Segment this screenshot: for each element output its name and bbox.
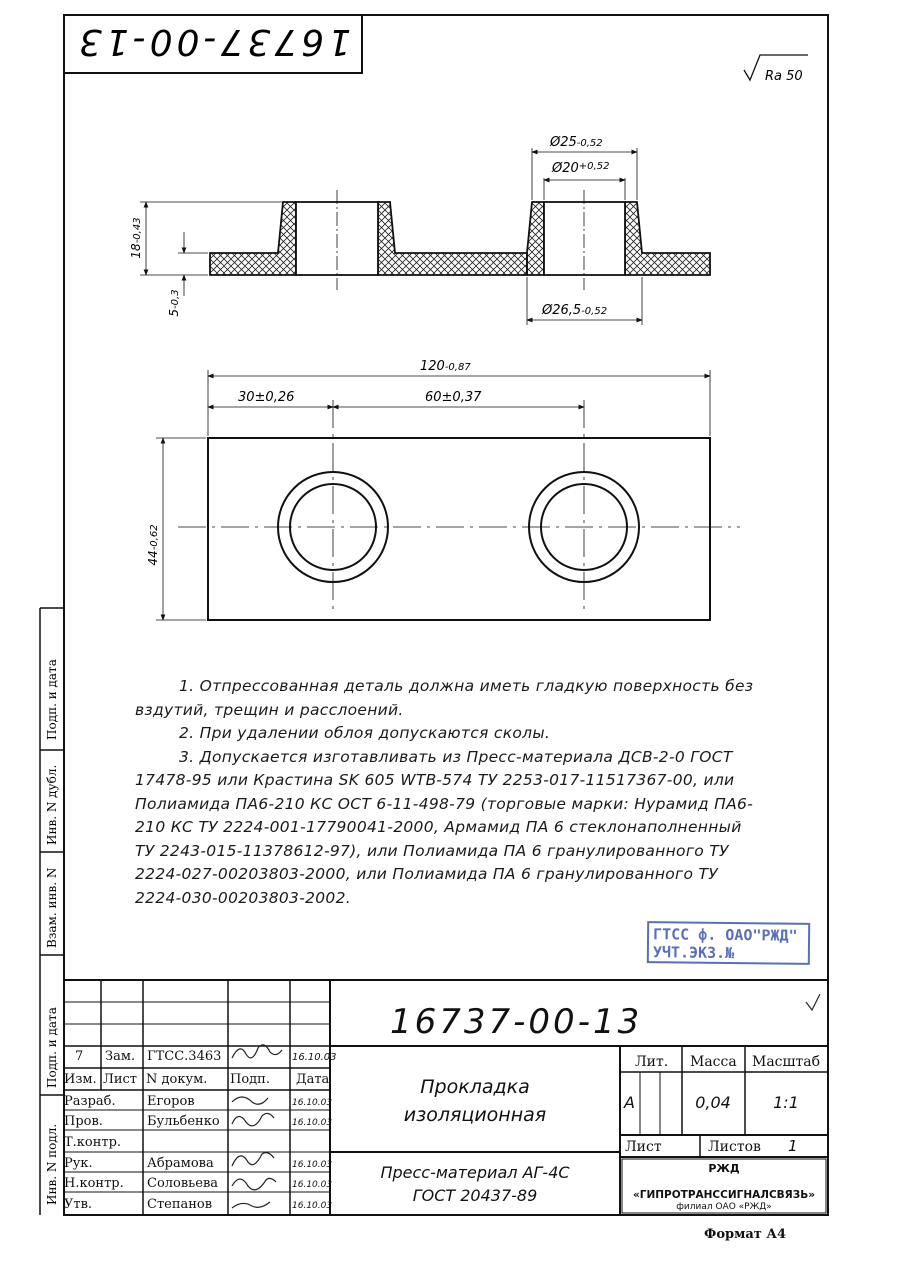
- svg-text:Лист: Лист: [103, 1072, 137, 1087]
- section-view: [129, 135, 710, 325]
- note-1: 1. Отпрессованная деталь должна иметь гладкую поверхность без вздутий, трещин и расслоений.: [135, 677, 754, 719]
- svg-text:Масштаб: Масштаб: [752, 1054, 821, 1070]
- svg-text:Зам.: Зам.: [105, 1049, 136, 1064]
- svg-text:Подп. и дата: Подп. и дата: [45, 1007, 59, 1088]
- svg-text:Лит.: Лит.: [635, 1054, 669, 1070]
- svg-text:1:1: 1:1: [773, 1093, 799, 1112]
- svg-text:Инв. N дубл.: Инв. N дубл.: [45, 764, 59, 845]
- svg-text:18-0,43: 18-0,43: [129, 217, 143, 259]
- archive-stamp: ГТСС ф. ОАО"РЖД" УЧТ.ЭКЗ.№: [647, 921, 810, 965]
- check-icon: [806, 994, 820, 1010]
- svg-text:0,04: 0,04: [695, 1093, 731, 1112]
- svg-text:Взам. инв. N: Взам. инв. N: [45, 867, 59, 948]
- note-3: 3. Допускается изготавливать из Пресс-материала ДСВ-2-0 ГОСТ 17478-95 или Крастина SK 605 WTB-574 ТУ 2253-017-11517367-00, или Полиамида ПА6-210 КС ОСТ 6-11-498-79 (торговые марки: Нурамид ПА6-210 КС ТУ 2224-001-17790041-2000, Армамид ПА 6 стеклонаполненный ТУ 2243-015-11378612-97), или Полиамида ПА 6 гранулированного ТУ 2224-027-00203803-2000, или Полиамида ПА 6 гранулированного ТУ 2224-030-00203803-2002.: [135, 747, 754, 907]
- top-designation: 16737-00-13: [74, 21, 352, 62]
- roughness-label: Ra 50: [765, 69, 803, 84]
- org-logo: РЖД: [708, 1162, 740, 1175]
- svg-text:1: 1: [788, 1137, 798, 1155]
- svg-text:Подп. и дата: Подп. и дата: [45, 659, 59, 740]
- svg-text:Утв.: Утв.: [64, 1197, 93, 1212]
- svg-text:7: 7: [75, 1049, 84, 1064]
- svg-text:16.10.03: 16.10.03: [292, 1098, 333, 1108]
- technical-notes: [135, 675, 755, 910]
- svg-text:Инв. N подл.: Инв. N подл.: [45, 1123, 59, 1205]
- material-2: ГОСТ 20437-89: [412, 1186, 538, 1205]
- svg-text:Абрамова: Абрамова: [147, 1156, 214, 1171]
- svg-text:Ø25-0,52: Ø25-0,52: [550, 135, 603, 150]
- svg-text:А: А: [624, 1093, 635, 1112]
- signatures: [232, 1045, 282, 1208]
- svg-text:Пров.: Пров.: [64, 1114, 103, 1129]
- svg-text:16.10.03: 16.10.03: [292, 1201, 333, 1211]
- svg-text:Листов: Листов: [708, 1139, 761, 1155]
- svg-text:ГТСС.3463: ГТСС.3463: [147, 1049, 222, 1064]
- svg-text:16.10.03: 16.10.03: [292, 1118, 333, 1128]
- side-labels: [45, 659, 59, 1205]
- svg-text:Разраб.: Разраб.: [64, 1094, 116, 1109]
- svg-text:16.10.03: 16.10.03: [292, 1160, 333, 1170]
- svg-text:30±0,26: 30±0,26: [238, 390, 295, 405]
- svg-text:Ø26,5-0,52: Ø26,5-0,52: [542, 303, 608, 318]
- svg-text:N докум.: N докум.: [146, 1072, 208, 1087]
- svg-text:5-0,3: 5-0,3: [167, 289, 181, 317]
- material-1: Пресс-материал АГ-4С: [380, 1163, 570, 1182]
- svg-text:Соловьева: Соловьева: [147, 1176, 219, 1191]
- svg-text:Н.контр.: Н.контр.: [64, 1176, 124, 1191]
- svg-text:Рук.: Рук.: [64, 1156, 93, 1171]
- svg-text:Масса: Масса: [690, 1054, 737, 1070]
- svg-text:Подп.: Подп.: [230, 1072, 270, 1087]
- svg-text:16.10.03: 16.10.03: [292, 1180, 333, 1190]
- plan-view: [146, 359, 740, 620]
- note-2: 2. При удалении облоя допускаются сколы.: [179, 724, 551, 742]
- svg-text:Лист: Лист: [625, 1139, 662, 1155]
- org-name: «ГИПРОТРАНССИГНАЛСВЯЗЬ»: [632, 1189, 816, 1201]
- svg-text:120-0,87: 120-0,87: [420, 359, 471, 374]
- svg-text:16.10.03: 16.10.03: [292, 1052, 337, 1063]
- part-name-1: Прокладка: [420, 1076, 530, 1098]
- part-name-2: изоляционная: [403, 1104, 547, 1126]
- svg-text:60±0,37: 60±0,37: [425, 390, 482, 405]
- svg-text:Егоров: Егоров: [147, 1094, 195, 1109]
- title-designation: 16737-00-13: [390, 1002, 643, 1042]
- org-sub: филиал ОАО «РЖД»: [676, 1202, 772, 1212]
- svg-text:Т.контр.: Т.контр.: [64, 1135, 122, 1150]
- format-label: Формат А4: [704, 1227, 787, 1242]
- svg-text:Дата: Дата: [296, 1072, 330, 1087]
- svg-text:Степанов: Степанов: [147, 1197, 213, 1212]
- svg-text:Бульбенко: Бульбенко: [147, 1114, 220, 1129]
- svg-text:Изм.: Изм.: [64, 1072, 97, 1087]
- svg-text:44-0,62: 44-0,62: [146, 524, 160, 566]
- svg-text:Ø20+0,52: $Ø20^{+0,52}$: [552, 161, 610, 176]
